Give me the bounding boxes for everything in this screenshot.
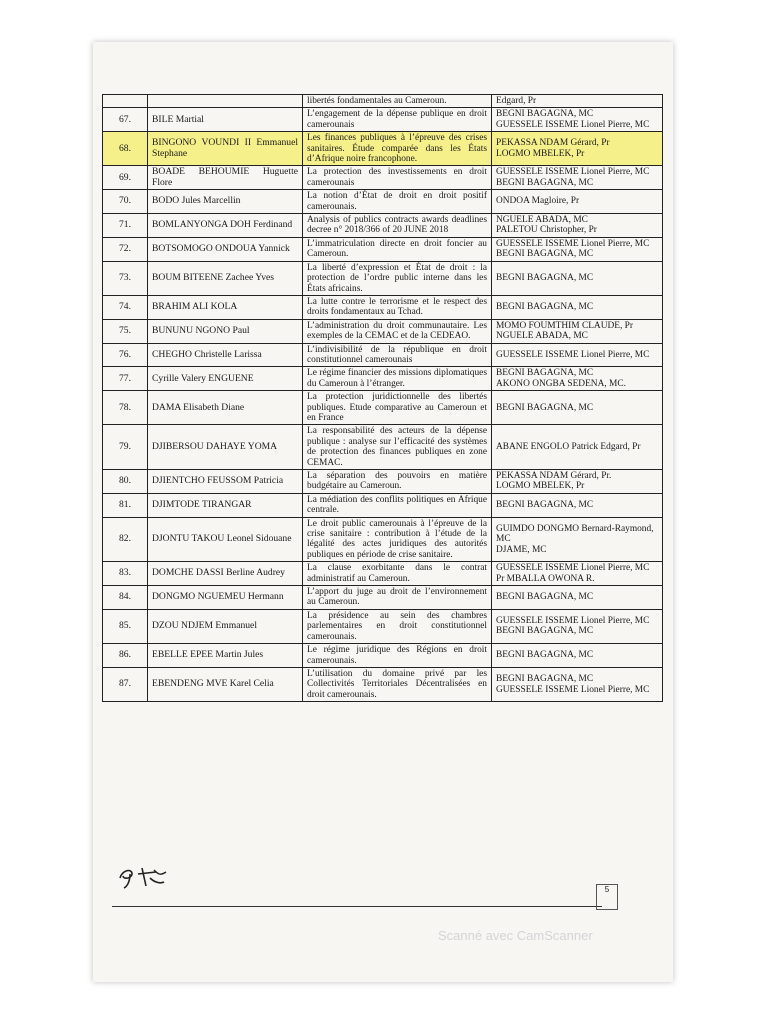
supervisors-cell — [492, 108, 663, 132]
table-row — [103, 95, 663, 108]
supervisors-cell — [492, 667, 663, 701]
student-name: DZOU NDJEM Emmanuel — [148, 609, 303, 643]
supervisors-cell — [492, 586, 663, 610]
table-row — [103, 132, 663, 166]
thesis-subject: La notion d’État de droit en droit positif camerounais. — [303, 190, 492, 214]
supervisors-cell — [492, 644, 663, 668]
supervisor-name: GUESSELE ISSEME Lionel Pierre, MC — [496, 119, 650, 130]
supervisors-cell — [492, 214, 663, 238]
thesis-subject: Le régime financier des missions diplomatiques du Cameroun à l’étranger. — [303, 367, 492, 391]
thesis-subject: Le droit public camerounais à l’épreuve de la crise sanitaire : contribution à l’étude de la légalité des actes juridiques des autorités publiques en période de crise sanitaire. — [303, 517, 492, 562]
supervisor-name: LOGMO MBELEK, Pr — [496, 481, 585, 492]
supervisor-name: DJAME, MC — [496, 544, 547, 555]
student-name — [148, 95, 303, 108]
student-name: BOTSOMOGO ONDOUA Yannick — [148, 237, 303, 261]
supervisor-name: GUESSELE ISSEME Lionel Pierre, MC — [496, 238, 650, 249]
thesis-subject: La liberté d’expression et État de droit : la protection de l’ordre public interne dans les États africains. — [303, 261, 492, 295]
row-number: 82. — [103, 517, 148, 562]
supervisors-cell — [492, 166, 663, 190]
supervisors-cell — [492, 391, 663, 425]
thesis-subject: L’utilisation du domaine privé par les Collectivités Territoriales Décentralisées en droit camerounais. — [303, 667, 492, 701]
thesis-subject: La présidence au sein des chambres parlementaires en droit constitutionnel camerounais. — [303, 609, 492, 643]
supervisor-name: BEGNI BAGAGNA, MC — [496, 109, 594, 120]
thesis-subject: La protection des investissements en droit camerounais — [303, 166, 492, 190]
supervisor-name: PEKASSA NDAM Gérard, Pr — [496, 138, 610, 149]
supervisor-name: NGUELE ABADA, MC — [496, 215, 588, 226]
table-row — [103, 367, 663, 391]
supervisor-name: BEGNI BAGAGNA, MC — [496, 273, 594, 284]
student-name: BOMLANYONGA DOH Ferdinand — [148, 214, 303, 238]
supervisors-cell — [492, 517, 663, 562]
supervisor-name: GUESSELE ISSEME Lionel Pierre, MC — [496, 349, 650, 360]
supervisor-name: LOGMO MBELEK, Pr — [496, 148, 585, 159]
table-row — [103, 667, 663, 701]
supervisors-cell — [492, 562, 663, 586]
row-number: 77. — [103, 367, 148, 391]
student-name: CHEGHO Christelle Larissa — [148, 343, 303, 367]
supervisor-name: GUESSELE ISSEME Lionel Pierre, MC — [496, 167, 650, 178]
student-name: BOADE BEHOUMIE Huguette Flore — [148, 166, 303, 190]
table-row — [103, 166, 663, 190]
student-name: BOUM BITEENE Zachee Yves — [148, 261, 303, 295]
thesis-subject: L’administration du droit communautaire. Les exemples de la CEMAC et de la CEDEAO. — [303, 319, 492, 343]
thesis-subject: La médiation des conflits politiques en Afrique centrale. — [303, 493, 492, 517]
supervisor-name: BEGNI BAGAGNA, MC — [496, 249, 594, 260]
table-row — [103, 108, 663, 132]
page-number: 5 — [596, 884, 618, 910]
thesis-subject: Analysis of publics contracts awards deadlines decree n° 2018/366 of 20 JUNE 2018 — [303, 214, 492, 238]
thesis-subject: La clause exorbitante dans le contrat administratif au Cameroun. — [303, 562, 492, 586]
row-number: 83. — [103, 562, 148, 586]
supervisors-cell — [492, 343, 663, 367]
supervisors-cell — [492, 425, 663, 470]
table-row — [103, 517, 663, 562]
student-name: DJIENTCHO FEUSSOM Patricia — [148, 470, 303, 494]
row-number: 75. — [103, 319, 148, 343]
thesis-subject: La lutte contre le terrorisme et le respect des droits fondamentaux au Tchad. — [303, 295, 492, 319]
row-number: 80. — [103, 470, 148, 494]
row-number — [103, 95, 148, 108]
table-row — [103, 214, 663, 238]
student-name: DAMA Elisabeth Diane — [148, 391, 303, 425]
supervisor-name: BEGNI BAGAGNA, MC — [496, 650, 594, 661]
table-row — [103, 562, 663, 586]
student-name: BILE Martial — [148, 108, 303, 132]
supervisor-name: PEKASSA NDAM Gérard, Pr. — [496, 471, 612, 481]
row-number: 76. — [103, 343, 148, 367]
thesis-subject: L’apport du juge au droit de l’environnement au Cameroun. — [303, 586, 492, 610]
thesis-subject: L’engagement de la dépense publique en droit camerounais — [303, 108, 492, 132]
supervisor-name: BEGNI BAGAGNA, MC — [496, 177, 594, 188]
table-row — [103, 586, 663, 610]
row-number: 78. — [103, 391, 148, 425]
supervisor-name: MOMO FOUMTHIM CLAUDE, Pr — [496, 320, 633, 331]
student-name: BRAHIM ALI KOLA — [148, 295, 303, 319]
handwritten-initials — [114, 860, 204, 890]
supervisor-name: NGUELE ABADA, MC — [496, 331, 588, 342]
supervisor-name: BEGNI BAGAGNA, MC — [496, 626, 594, 637]
scanner-watermark: Scanné avec CamScanner — [438, 928, 593, 943]
supervisor-name: BEGNI BAGAGNA, MC — [496, 592, 594, 603]
supervisor-name: ABANE ENGOLO Patrick Edgard, Pr — [496, 441, 641, 452]
row-number: 87. — [103, 667, 148, 701]
student-name: DJONTU TAKOU Leonel Sidouane — [148, 517, 303, 562]
supervisor-name: GUIMDO DONGMO Bernard-Raymond, MC — [496, 523, 654, 545]
table-row — [103, 237, 663, 261]
table-row — [103, 190, 663, 214]
supervisors-cell — [492, 367, 663, 391]
thesis-subject: L’indivisibilité de la république en droit constitutionnel camerounais — [303, 343, 492, 367]
student-name: DJIMTODE TIRANGAR — [148, 493, 303, 517]
supervisor-name: BEGNI BAGAGNA, MC — [496, 674, 594, 685]
supervisor-name: BEGNI BAGAGNA, MC — [496, 402, 594, 413]
student-name: DOMCHE DASSI Berline Audrey — [148, 562, 303, 586]
thesis-subject: Le régime juridique des Régions en droit camerounais. — [303, 644, 492, 668]
row-number: 84. — [103, 586, 148, 610]
supervisors-cell — [492, 493, 663, 517]
row-number: 85. — [103, 609, 148, 643]
supervisors-cell — [492, 95, 663, 108]
row-number: 81. — [103, 493, 148, 517]
supervisors-cell — [492, 190, 663, 214]
student-name: DJIBERSOU DAHAYE YOMA — [148, 425, 303, 470]
table-row — [103, 391, 663, 425]
row-number: 70. — [103, 190, 148, 214]
supervisor-name: Edgard, Pr — [496, 96, 537, 106]
table-row — [103, 261, 663, 295]
row-number: 68. — [103, 132, 148, 166]
row-number: 74. — [103, 295, 148, 319]
supervisor-name: Pr MBALLA OWONA R. — [496, 573, 595, 584]
row-number: 69. — [103, 166, 148, 190]
footer-rule — [112, 906, 602, 907]
supervisors-cell — [492, 295, 663, 319]
row-number: 67. — [103, 108, 148, 132]
thesis-subject: La protection juridictionnelle des libertés publiques. Etude comparative au Cameroun et en France — [303, 391, 492, 425]
supervisors-cell — [492, 609, 663, 643]
student-name: BUNUNU NGONO Paul — [148, 319, 303, 343]
row-number: 86. — [103, 644, 148, 668]
table-row — [103, 644, 663, 668]
row-number: 72. — [103, 237, 148, 261]
row-number: 73. — [103, 261, 148, 295]
table-row — [103, 470, 663, 494]
student-name: BINGONO VOUNDI II Emmanuel Stephane — [148, 132, 303, 166]
supervisor-name: BEGNI BAGAGNA, MC — [496, 368, 594, 379]
thesis-subject: Les finances publiques à l’épreuve des crises sanitaires. Étude comparée dans les États d’Afrique noire francophone. — [303, 132, 492, 166]
supervisor-name: GUESSELE ISSEME Lionel Pierre, MC — [496, 684, 650, 695]
thesis-subject: La responsabilité des acteurs de la dépense publique : analyse sur l’efficacité des systèmes de protection des finances publiques en zone CEMAC. — [303, 425, 492, 470]
student-name: BODO Jules Marcellin — [148, 190, 303, 214]
row-number: 79. — [103, 425, 148, 470]
table-row — [103, 343, 663, 367]
table-row — [103, 319, 663, 343]
supervisors-cell — [492, 261, 663, 295]
table-row — [103, 493, 663, 517]
supervisor-name: ONDOA Magloire, Pr — [496, 196, 580, 207]
table-row — [103, 609, 663, 643]
supervisor-name: PALETOU Christopher, Pr — [496, 225, 597, 236]
thesis-register-table — [102, 94, 663, 702]
supervisor-name: GUESSELE ISSEME Lionel Pierre, MC — [496, 563, 650, 574]
supervisor-name: BEGNI BAGAGNA, MC — [496, 500, 594, 511]
student-name: EBENDENG MVE Karel Celia — [148, 667, 303, 701]
supervisors-cell — [492, 470, 663, 494]
supervisors-cell — [492, 319, 663, 343]
supervisor-name: BEGNI BAGAGNA, MC — [496, 302, 594, 313]
student-name: EBELLE EPEE Martin Jules — [148, 644, 303, 668]
thesis-subject: L’immatriculation directe en droit foncier au Cameroun. — [303, 237, 492, 261]
supervisors-cell — [492, 132, 663, 166]
student-name: DONGMO NGUEMEU Hermann — [148, 586, 303, 610]
student-name: Cyrille Valery ENGUENE — [148, 367, 303, 391]
table-row — [103, 295, 663, 319]
supervisors-cell — [492, 237, 663, 261]
thesis-subject: La séparation des pouvoirs en matière budgétaire au Cameroun. — [303, 470, 492, 494]
supervisor-name: AKONO ONGBA SEDENA, MC. — [496, 378, 626, 389]
table-row — [103, 425, 663, 470]
supervisor-name: GUESSELE ISSEME Lionel Pierre, MC — [496, 616, 650, 627]
row-number: 71. — [103, 214, 148, 238]
thesis-subject: libertés fondamentales au Cameroun. — [303, 95, 492, 108]
